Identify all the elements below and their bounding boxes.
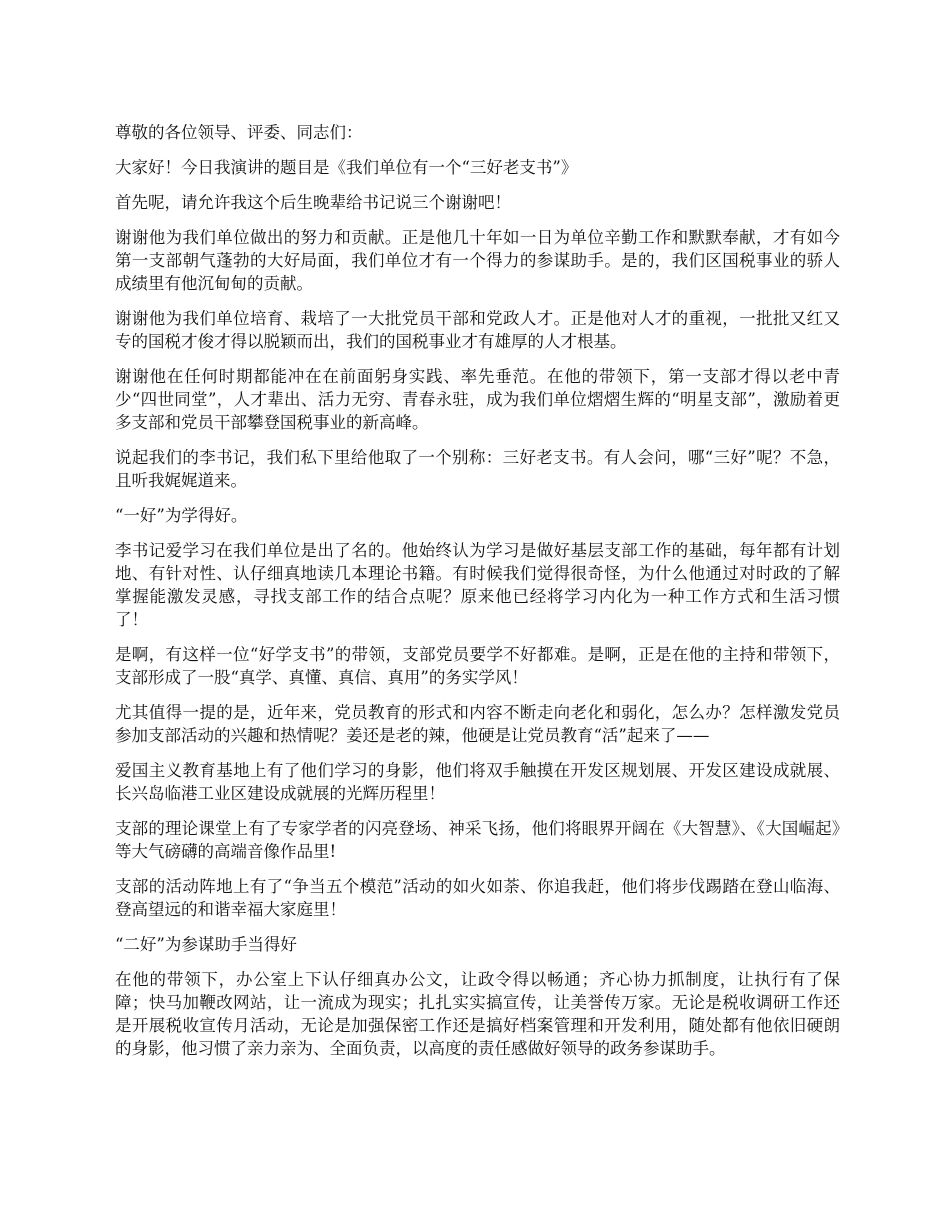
section-heading-second: “二好”为参谋助手当得好 (115, 935, 297, 954)
assistant-paragraph: 在他的带领下，办公室上下认仔细真办公文，让政令得以畅通；齐心协力抓制度，让执行有了保障；快马加鞭改网站，让一流成为现实；扎扎实实搞宣传，让美誉传万家。无论是税收调研工作还是开展税收宣传月活动，无论是加强保密工作还是搞好档案管理和开发利用，随处都有他依旧硬朗的身影，他习惯了亲力亲为、全面负责，以高度的责任感做好领导的政务参谋助手。 (115, 970, 840, 1058)
intro-paragraph: 首先呢，请允许我这个后生晚辈给书记说三个谢谢吧！ (115, 193, 511, 212)
thanks-paragraph-3: 谢谢他在任何时期都能冲在在前面躬身实践、率先垂范。在他的带领下，第一支部才得以老中青少“四世同堂”，人才辈出、活力无穷、青春永驻，成为我们单位熠熠生辉的“明星支部”，激励着更多支部和党员干部攀登国税事业的新高峰。 (115, 367, 840, 432)
patriotic-base-paragraph: 爱国主义教育基地上有了他们学习的身影，他们将双手触摸在开发区规划展、开发区建设成就展、长兴岛临港工业区建设成就展的光辉历程里！ (115, 761, 840, 803)
activity-paragraph: 支部的活动阵地上有了“争当五个模范”活动的如火如荼、你追我赶，他们将步伐踢踏在登山临海、登高望远的和谐幸福大家庭里！ (115, 877, 840, 919)
education-paragraph: 尤其值得一提的是，近年来，党员教育的形式和内容不断走向老化和弱化，怎么办？怎样激发党员参加支部活动的兴趣和热情呢？姜还是老的辣，他硬是让党员教育“活”起来了—— (115, 703, 840, 745)
salutation: 尊敬的各位领导、评委、同志们： (115, 123, 363, 142)
thanks-paragraph-1: 谢谢他为我们单位做出的努力和贡献。正是他几十年如一日为单位辛勤工作和默默奉献，才有如今第一支部朝气蓬勃的大好局面，我们单位才有一个得力的参谋助手。是的，我们区国税事业的骄人成绩里有他沉甸甸的贡献。 (115, 228, 840, 293)
thanks-paragraph-2: 谢谢他为我们单位培育、栽培了一大批党员干部和党政人才。正是他对人才的重视，一批批又红又专的国税才俊才得以脱颖而出，我们的国税事业才有雄厚的人才根基。 (115, 309, 840, 351)
study-paragraph: 李书记爱学习在我们单位是出了名的。他始终认为学习是做好基层支部工作的基础，每年都有计划地、有针对性、认仔细真地读几本理论书籍。有时候我们觉得很奇怪，为什么他通过对时政的了解掌握能激发灵感，寻找支部工作的结合点呢？原来他已经将学习内化为一种工作方式和生活习惯了！ (115, 541, 840, 629)
nickname-paragraph: 说起我们的李书记，我们私下里给他取了一个别称：三好老支书。有人会问，哪“三好”呢？不急，且听我娓娓道来。 (115, 448, 840, 490)
greeting-paragraph: 大家好！今日我演讲的题目是《我们单位有一个“三好老支书”》 (115, 158, 578, 177)
study-style-paragraph: 是啊，有这样一位“好学支书”的带领，支部党员要学不好都难。是啊，正是在他的主持和带领下，支部形成了一股“真学、真懂、真信、真用”的务实学风！ (115, 645, 840, 687)
section-heading-first: “一好”为学得好。 (115, 506, 248, 525)
theory-class-paragraph: 支部的理论课堂上有了专家学者的闪亮登场、神采飞扬，他们将眼界开阔在《大智慧》、《大国崛起》等大气磅礴的高端音像作品里! (115, 819, 840, 861)
document-body (115, 121, 840, 1072)
